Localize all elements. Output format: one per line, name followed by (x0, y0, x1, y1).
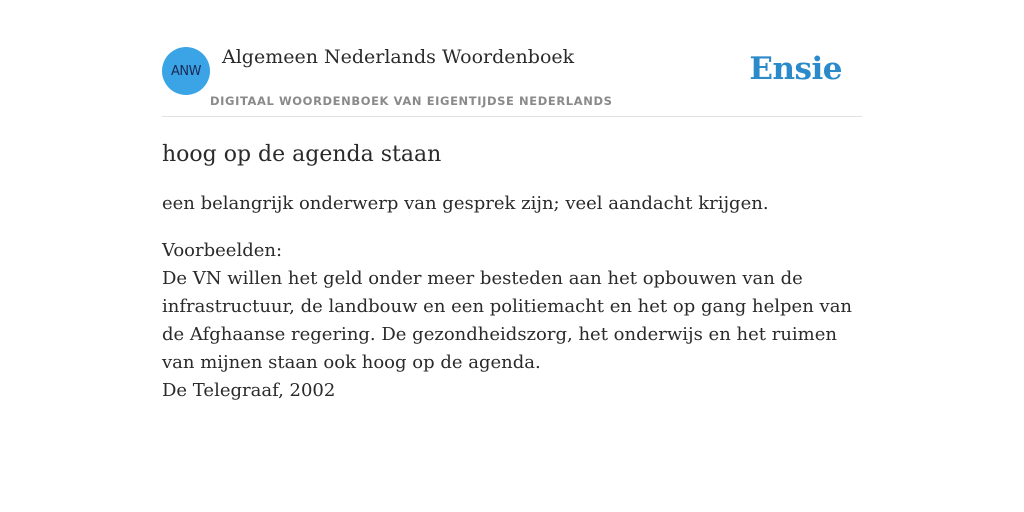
site-header (162, 44, 862, 117)
entry-headword: hoog op de agenda staan (162, 142, 442, 167)
anw-logo[interactable] (162, 47, 210, 95)
entry-content (162, 139, 864, 405)
examples-label: Voorbeelden: (162, 240, 283, 261)
examples-block (162, 237, 864, 405)
example-source: De Telegraaf, 2002 (162, 380, 336, 401)
entry-definition: een belangrijk onderwerp van gesprek zijn; veel aandacht krijgen. (162, 193, 769, 214)
site-subtitle: DIGITAAL WOORDENBOEK VAN EIGENTIJDSE NEDERLANDS (210, 94, 613, 108)
example-text: De VN willen het geld onder meer besteden aan het opbouwen van de infrastructuur, de landbouw en een politiemacht en het op gang helpen van de Afghaanse regering. De gezondheidszorg, het onderwijs en het ruimen van mijnen staan ook hoog op de agenda. (162, 268, 853, 373)
site-title[interactable]: Algemeen Nederlands Woordenboek (222, 46, 575, 68)
ensie-brand-link[interactable]: Ensie (749, 51, 842, 87)
logo-text: ANW (171, 63, 201, 79)
